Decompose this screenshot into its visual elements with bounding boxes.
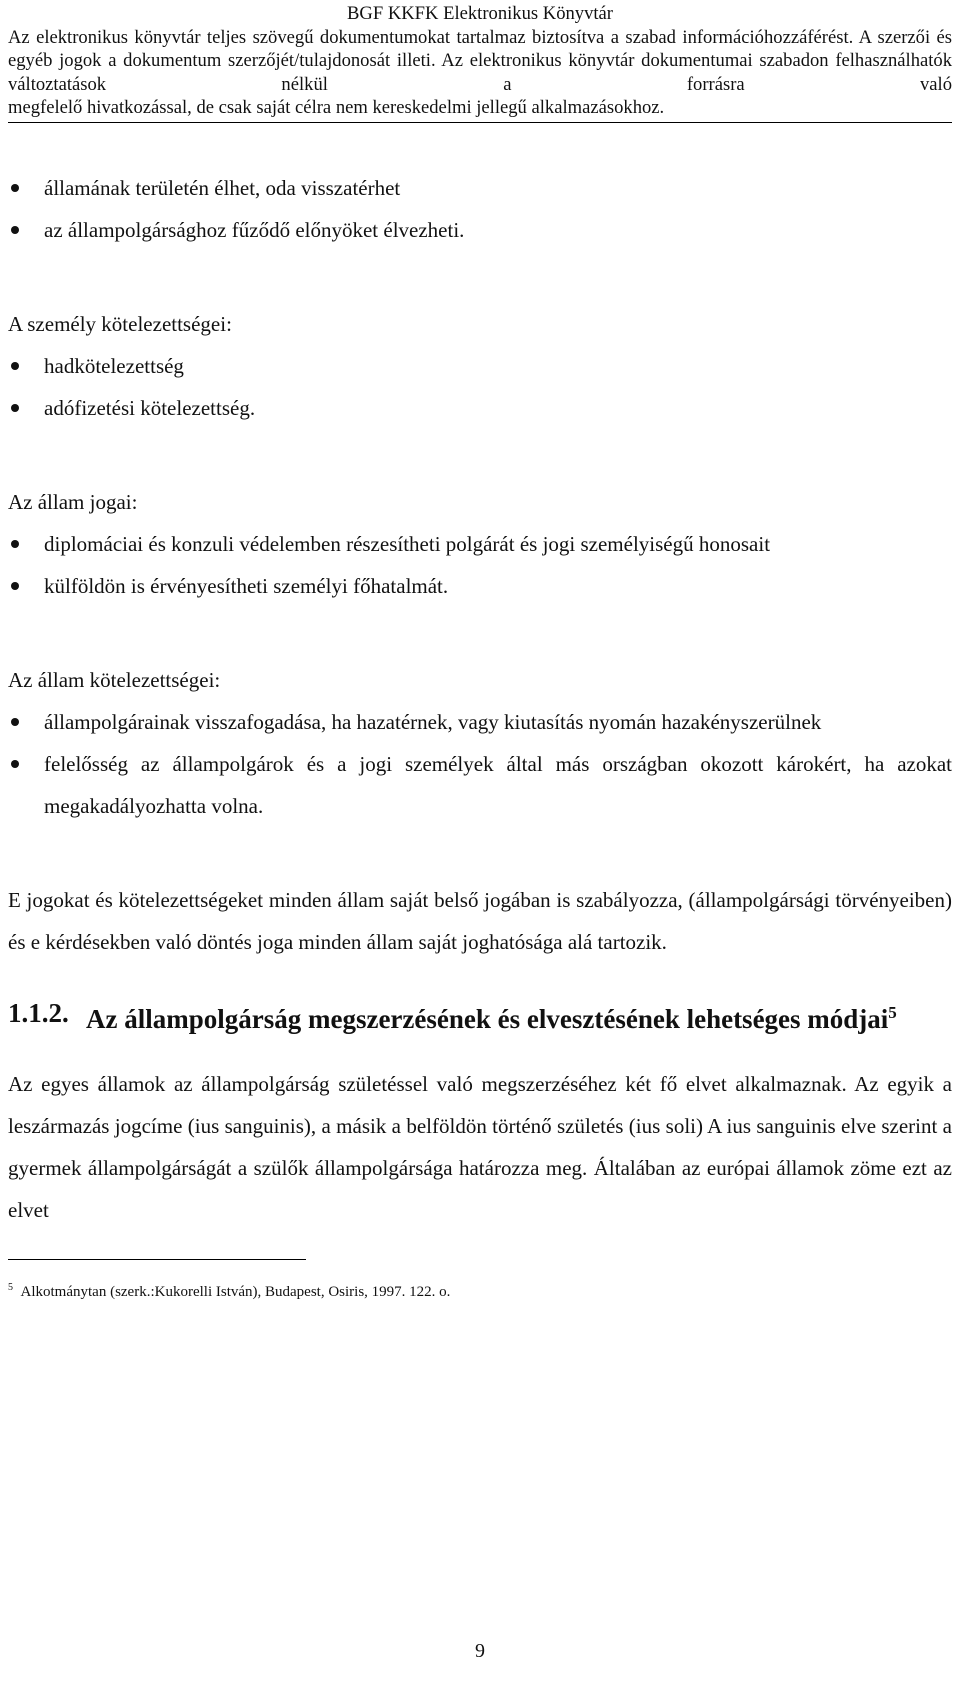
list-item: felelősség az állampolgárok és a jogi személyek által más országban okozott károkért, ha azokat megakadályozhatta volna. <box>8 743 952 827</box>
list-item: adófizetési kötelezettség. <box>8 387 952 429</box>
person-duties-heading: A személy kötelezettségei: <box>8 311 232 336</box>
list-item: az állampolgársághoz fűződő előnyöket élvezheti. <box>8 209 952 251</box>
page-number: 9 <box>475 1640 485 1662</box>
header-notice-line: megfelelő hivatkozással, de csak saját célra nem kereskedelmi jellegű alkalmazásokhoz. <box>8 97 665 118</box>
section-title <box>86 989 952 1043</box>
header-notice-line: Az elektronikus könyvtár teljes szövegű dokumentumokat tartalmaz biztosítva a szabad <box>8 26 676 48</box>
section-number: 1.1.2. <box>8 997 69 1028</box>
state-rights-heading: Az állam jogai: <box>8 489 138 514</box>
header-notice-line: elektronikus könyvtár dokumentumai szabadon felhasználhatók változtatások nélkül a forrásra való <box>8 50 952 95</box>
header-notice-line: információhozzáférést. A szerzői és egyéb jogok a dokumentum szerzőjét/tulajdonosát illeti. Az <box>8 26 953 71</box>
list-item: diplomáciai és konzuli védelemben részesítheti polgárát és jogi személyiségű honosait <box>8 523 952 565</box>
list-item: állampolgárainak visszafogadása, ha hazatérnek, vagy kiutasítás nyomán hazakényszerülnek <box>8 701 952 743</box>
document-body <box>8 123 952 1302</box>
footnote-mark: 5 <box>8 1281 13 1293</box>
state-duties-heading: Az állam kötelezettségei: <box>8 667 221 692</box>
library-header <box>8 0 952 120</box>
rights-paragraph: E jogokat és kötelezettségeket minden állam saját belső jogában is szabályozza, (állampolgársági törvényeiben) és e kérdésekben való döntés joga minden állam saját joghatósága alá tartozik. <box>8 887 952 954</box>
state-duties-list <box>8 701 952 827</box>
person-duties-list <box>8 345 952 429</box>
section-heading <box>8 989 952 1043</box>
state-rights-list <box>8 523 952 607</box>
footnote-rule <box>8 1259 306 1260</box>
list-item: hadkötelezettség <box>8 345 952 387</box>
section-title-text: Az állampolgárság megszerzésének és elvesztésének lehetséges módjai <box>86 1003 889 1034</box>
header-title: BGF KKFK Elektronikus Könyvtár <box>347 3 613 24</box>
footnote <box>8 1278 952 1302</box>
citizen-rights-list <box>8 167 952 251</box>
section-paragraph: Az egyes államok az állampolgárság születéssel való megszerzéséhez két fő elvet alkalmaznak. Az egyik a leszármazás jogcíme (ius sanguinis), a másik a belföldön történő születés (ius soli) A ius sanguinis elve szerint a gyermek állampolgárságát a szülők állampolgársága határozza meg. Általában az európai államok zöme ezt az elvet <box>8 1071 952 1222</box>
footnote-reference[interactable]: 5 <box>888 1002 897 1022</box>
list-item: külföldön is érvényesítheti személyi főhatalmát. <box>8 565 952 607</box>
list-item: államának területén élhet, oda visszatérhet <box>8 167 952 209</box>
footnote-text: Alkotmánytan (szerk.:Kukorelli István), Budapest, Osiris, 1997. 122. o. <box>20 1283 451 1300</box>
